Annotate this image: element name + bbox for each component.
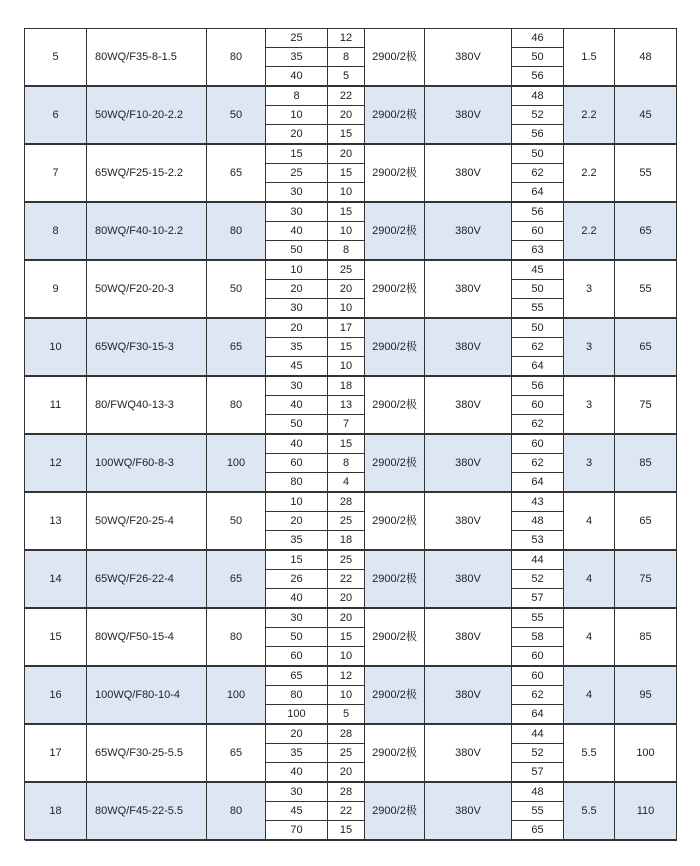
weight-cell: 85	[615, 609, 677, 666]
flow-cell: 45	[266, 357, 328, 376]
head-cell: 15	[328, 435, 365, 454]
table-row	[25, 29, 677, 48]
voltage-cell: 380V	[425, 551, 512, 608]
flow-cell: 40	[266, 763, 328, 782]
head-cell: 12	[328, 667, 365, 686]
efficiency-cell: 48	[512, 512, 564, 531]
weight-cell: 95	[615, 667, 677, 724]
row-number-cell: 10	[25, 319, 87, 376]
row-number-cell: 7	[25, 145, 87, 202]
head-cell: 22	[328, 802, 365, 821]
diameter-cell: 100	[207, 435, 266, 492]
flow-cell: 10	[266, 106, 328, 125]
efficiency-cell: 44	[512, 551, 564, 570]
model-cell: 65WQ/F25-15-2.2	[87, 145, 207, 202]
row-number-cell: 12	[25, 435, 87, 492]
speed-cell: 2900/2极	[365, 725, 425, 782]
voltage-cell: 380V	[425, 377, 512, 434]
voltage-cell: 380V	[425, 203, 512, 260]
table-row	[25, 551, 677, 570]
flow-cell: 20	[266, 280, 328, 299]
diameter-cell: 80	[207, 783, 266, 840]
head-cell: 28	[328, 783, 365, 802]
spec-sheet	[24, 28, 676, 841]
power-cell: 4	[564, 551, 615, 608]
diameter-cell: 50	[207, 261, 266, 318]
efficiency-cell: 56	[512, 203, 564, 222]
efficiency-cell: 55	[512, 802, 564, 821]
power-cell: 3	[564, 319, 615, 376]
speed-cell: 2900/2极	[365, 319, 425, 376]
head-cell: 15	[328, 164, 365, 183]
diameter-cell: 100	[207, 667, 266, 724]
table-body	[25, 29, 677, 841]
flow-cell: 65	[266, 667, 328, 686]
flow-cell: 50	[266, 241, 328, 260]
voltage-cell: 380V	[425, 493, 512, 550]
speed-cell: 2900/2极	[365, 377, 425, 434]
flow-cell: 26	[266, 570, 328, 589]
power-cell: 3	[564, 261, 615, 318]
block-separator	[25, 840, 677, 841]
diameter-cell: 80	[207, 609, 266, 666]
head-cell: 25	[328, 261, 365, 280]
power-cell: 2.2	[564, 203, 615, 260]
efficiency-cell: 52	[512, 106, 564, 125]
power-cell: 3	[564, 435, 615, 492]
flow-cell: 30	[266, 609, 328, 628]
weight-cell: 55	[615, 145, 677, 202]
efficiency-cell: 55	[512, 609, 564, 628]
efficiency-cell: 55	[512, 299, 564, 318]
efficiency-cell: 60	[512, 222, 564, 241]
speed-cell: 2900/2极	[365, 261, 425, 318]
weight-cell: 85	[615, 435, 677, 492]
weight-cell: 48	[615, 29, 677, 86]
table-row	[25, 493, 677, 512]
power-cell: 4	[564, 667, 615, 724]
head-cell: 10	[328, 686, 365, 705]
voltage-cell: 380V	[425, 29, 512, 86]
flow-cell: 50	[266, 415, 328, 434]
table-row	[25, 667, 677, 686]
diameter-cell: 50	[207, 493, 266, 550]
efficiency-cell: 45	[512, 261, 564, 280]
pump-spec-table	[24, 28, 677, 841]
efficiency-cell: 62	[512, 164, 564, 183]
head-cell: 15	[328, 125, 365, 144]
efficiency-cell: 56	[512, 67, 564, 86]
speed-cell: 2900/2极	[365, 203, 425, 260]
head-cell: 10	[328, 647, 365, 666]
head-cell: 5	[328, 705, 365, 724]
speed-cell: 2900/2极	[365, 435, 425, 492]
head-cell: 20	[328, 763, 365, 782]
table-row	[25, 203, 677, 222]
flow-cell: 35	[266, 531, 328, 550]
flow-cell: 8	[266, 87, 328, 106]
power-cell: 5.5	[564, 725, 615, 782]
row-number-cell: 9	[25, 261, 87, 318]
voltage-cell: 380V	[425, 145, 512, 202]
flow-cell: 30	[266, 183, 328, 202]
flow-cell: 20	[266, 512, 328, 531]
row-number-cell: 15	[25, 609, 87, 666]
model-cell: 65WQ/F26-22-4	[87, 551, 207, 608]
efficiency-cell: 56	[512, 125, 564, 144]
speed-cell: 2900/2极	[365, 783, 425, 840]
flow-cell: 15	[266, 551, 328, 570]
table-row	[25, 609, 677, 628]
flow-cell: 30	[266, 203, 328, 222]
head-cell: 17	[328, 319, 365, 338]
model-cell: 50WQ/F10-20-2.2	[87, 87, 207, 144]
power-cell: 2.2	[564, 145, 615, 202]
efficiency-cell: 46	[512, 29, 564, 48]
flow-cell: 60	[266, 454, 328, 473]
model-cell: 100WQ/F60-8-3	[87, 435, 207, 492]
flow-cell: 35	[266, 48, 328, 67]
head-cell: 20	[328, 280, 365, 299]
efficiency-cell: 43	[512, 493, 564, 512]
voltage-cell: 380V	[425, 783, 512, 840]
table-row	[25, 87, 677, 106]
model-cell: 80WQ/F45-22-5.5	[87, 783, 207, 840]
head-cell: 10	[328, 183, 365, 202]
head-cell: 18	[328, 531, 365, 550]
efficiency-cell: 60	[512, 435, 564, 454]
efficiency-cell: 63	[512, 241, 564, 260]
weight-cell: 75	[615, 551, 677, 608]
head-cell: 18	[328, 377, 365, 396]
flow-cell: 10	[266, 261, 328, 280]
head-cell: 20	[328, 589, 365, 608]
speed-cell: 2900/2极	[365, 29, 425, 86]
weight-cell: 100	[615, 725, 677, 782]
voltage-cell: 380V	[425, 435, 512, 492]
efficiency-cell: 65	[512, 821, 564, 840]
head-cell: 22	[328, 570, 365, 589]
table-row	[25, 319, 677, 338]
efficiency-cell: 58	[512, 628, 564, 647]
weight-cell: 65	[615, 319, 677, 376]
flow-cell: 40	[266, 435, 328, 454]
efficiency-cell: 50	[512, 145, 564, 164]
head-cell: 22	[328, 87, 365, 106]
flow-cell: 50	[266, 628, 328, 647]
head-cell: 20	[328, 145, 365, 164]
efficiency-cell: 62	[512, 454, 564, 473]
diameter-cell: 80	[207, 203, 266, 260]
power-cell: 4	[564, 609, 615, 666]
model-cell: 80/FWQ40-13-3	[87, 377, 207, 434]
table-row	[25, 261, 677, 280]
flow-cell: 20	[266, 319, 328, 338]
diameter-cell: 50	[207, 87, 266, 144]
head-cell: 10	[328, 357, 365, 376]
efficiency-cell: 56	[512, 377, 564, 396]
speed-cell: 2900/2极	[365, 145, 425, 202]
flow-cell: 40	[266, 589, 328, 608]
voltage-cell: 380V	[425, 609, 512, 666]
efficiency-cell: 60	[512, 396, 564, 415]
efficiency-cell: 60	[512, 647, 564, 666]
row-number-cell: 17	[25, 725, 87, 782]
flow-cell: 15	[266, 145, 328, 164]
diameter-cell: 65	[207, 319, 266, 376]
weight-cell: 65	[615, 203, 677, 260]
diameter-cell: 80	[207, 29, 266, 86]
weight-cell: 65	[615, 493, 677, 550]
efficiency-cell: 64	[512, 183, 564, 202]
flow-cell: 40	[266, 67, 328, 86]
flow-cell: 10	[266, 493, 328, 512]
speed-cell: 2900/2极	[365, 609, 425, 666]
row-number-cell: 11	[25, 377, 87, 434]
speed-cell: 2900/2极	[365, 87, 425, 144]
efficiency-cell: 62	[512, 415, 564, 434]
power-cell: 4	[564, 493, 615, 550]
efficiency-cell: 64	[512, 357, 564, 376]
flow-cell: 45	[266, 802, 328, 821]
flow-cell: 100	[266, 705, 328, 724]
flow-cell: 20	[266, 725, 328, 744]
efficiency-cell: 53	[512, 531, 564, 550]
efficiency-cell: 64	[512, 473, 564, 492]
voltage-cell: 380V	[425, 87, 512, 144]
voltage-cell: 380V	[425, 261, 512, 318]
model-cell: 100WQ/F80-10-4	[87, 667, 207, 724]
flow-cell: 30	[266, 377, 328, 396]
diameter-cell: 65	[207, 145, 266, 202]
efficiency-cell: 48	[512, 783, 564, 802]
model-cell: 80WQ/F50-15-4	[87, 609, 207, 666]
efficiency-cell: 62	[512, 338, 564, 357]
diameter-cell: 80	[207, 377, 266, 434]
row-number-cell: 13	[25, 493, 87, 550]
flow-cell: 70	[266, 821, 328, 840]
head-cell: 13	[328, 396, 365, 415]
head-cell: 25	[328, 512, 365, 531]
model-cell: 80WQ/F35-8-1.5	[87, 29, 207, 86]
efficiency-cell: 64	[512, 705, 564, 724]
efficiency-cell: 50	[512, 280, 564, 299]
weight-cell: 75	[615, 377, 677, 434]
flow-cell: 30	[266, 783, 328, 802]
head-cell: 15	[328, 821, 365, 840]
head-cell: 4	[328, 473, 365, 492]
flow-cell: 35	[266, 338, 328, 357]
weight-cell: 45	[615, 87, 677, 144]
table-row	[25, 783, 677, 802]
row-number-cell: 14	[25, 551, 87, 608]
flow-cell: 80	[266, 686, 328, 705]
head-cell: 10	[328, 299, 365, 318]
model-cell: 50WQ/F20-25-4	[87, 493, 207, 550]
separator-cell	[25, 840, 677, 841]
head-cell: 25	[328, 551, 365, 570]
speed-cell: 2900/2极	[365, 667, 425, 724]
head-cell: 15	[328, 628, 365, 647]
flow-cell: 20	[266, 125, 328, 144]
head-cell: 25	[328, 744, 365, 763]
efficiency-cell: 50	[512, 319, 564, 338]
efficiency-cell: 52	[512, 570, 564, 589]
efficiency-cell: 57	[512, 589, 564, 608]
head-cell: 10	[328, 222, 365, 241]
row-number-cell: 18	[25, 783, 87, 840]
flow-cell: 30	[266, 299, 328, 318]
weight-cell: 55	[615, 261, 677, 318]
head-cell: 8	[328, 241, 365, 260]
flow-cell: 25	[266, 29, 328, 48]
power-cell: 1.5	[564, 29, 615, 86]
power-cell: 5.5	[564, 783, 615, 840]
flow-cell: 40	[266, 222, 328, 241]
head-cell: 15	[328, 203, 365, 222]
head-cell: 5	[328, 67, 365, 86]
table-row	[25, 725, 677, 744]
diameter-cell: 65	[207, 551, 266, 608]
efficiency-cell: 62	[512, 686, 564, 705]
row-number-cell: 6	[25, 87, 87, 144]
efficiency-cell: 44	[512, 725, 564, 744]
voltage-cell: 380V	[425, 667, 512, 724]
weight-cell: 110	[615, 783, 677, 840]
efficiency-cell: 50	[512, 48, 564, 67]
head-cell: 12	[328, 29, 365, 48]
voltage-cell: 380V	[425, 319, 512, 376]
head-cell: 7	[328, 415, 365, 434]
row-number-cell: 5	[25, 29, 87, 86]
table-row	[25, 435, 677, 454]
table-row	[25, 377, 677, 396]
efficiency-cell: 57	[512, 763, 564, 782]
model-cell: 80WQ/F40-10-2.2	[87, 203, 207, 260]
model-cell: 65WQ/F30-15-3	[87, 319, 207, 376]
power-cell: 3	[564, 377, 615, 434]
head-cell: 8	[328, 454, 365, 473]
power-cell: 2.2	[564, 87, 615, 144]
head-cell: 15	[328, 338, 365, 357]
flow-cell: 40	[266, 396, 328, 415]
head-cell: 20	[328, 609, 365, 628]
voltage-cell: 380V	[425, 725, 512, 782]
speed-cell: 2900/2极	[365, 493, 425, 550]
head-cell: 20	[328, 106, 365, 125]
head-cell: 8	[328, 48, 365, 67]
flow-cell: 60	[266, 647, 328, 666]
model-cell: 65WQ/F30-25-5.5	[87, 725, 207, 782]
efficiency-cell: 52	[512, 744, 564, 763]
efficiency-cell: 60	[512, 667, 564, 686]
row-number-cell: 16	[25, 667, 87, 724]
flow-cell: 80	[266, 473, 328, 492]
flow-cell: 25	[266, 164, 328, 183]
flow-cell: 35	[266, 744, 328, 763]
model-cell: 50WQ/F20-20-3	[87, 261, 207, 318]
speed-cell: 2900/2极	[365, 551, 425, 608]
table-row	[25, 145, 677, 164]
head-cell: 28	[328, 493, 365, 512]
diameter-cell: 65	[207, 725, 266, 782]
row-number-cell: 8	[25, 203, 87, 260]
efficiency-cell: 48	[512, 87, 564, 106]
head-cell: 28	[328, 725, 365, 744]
